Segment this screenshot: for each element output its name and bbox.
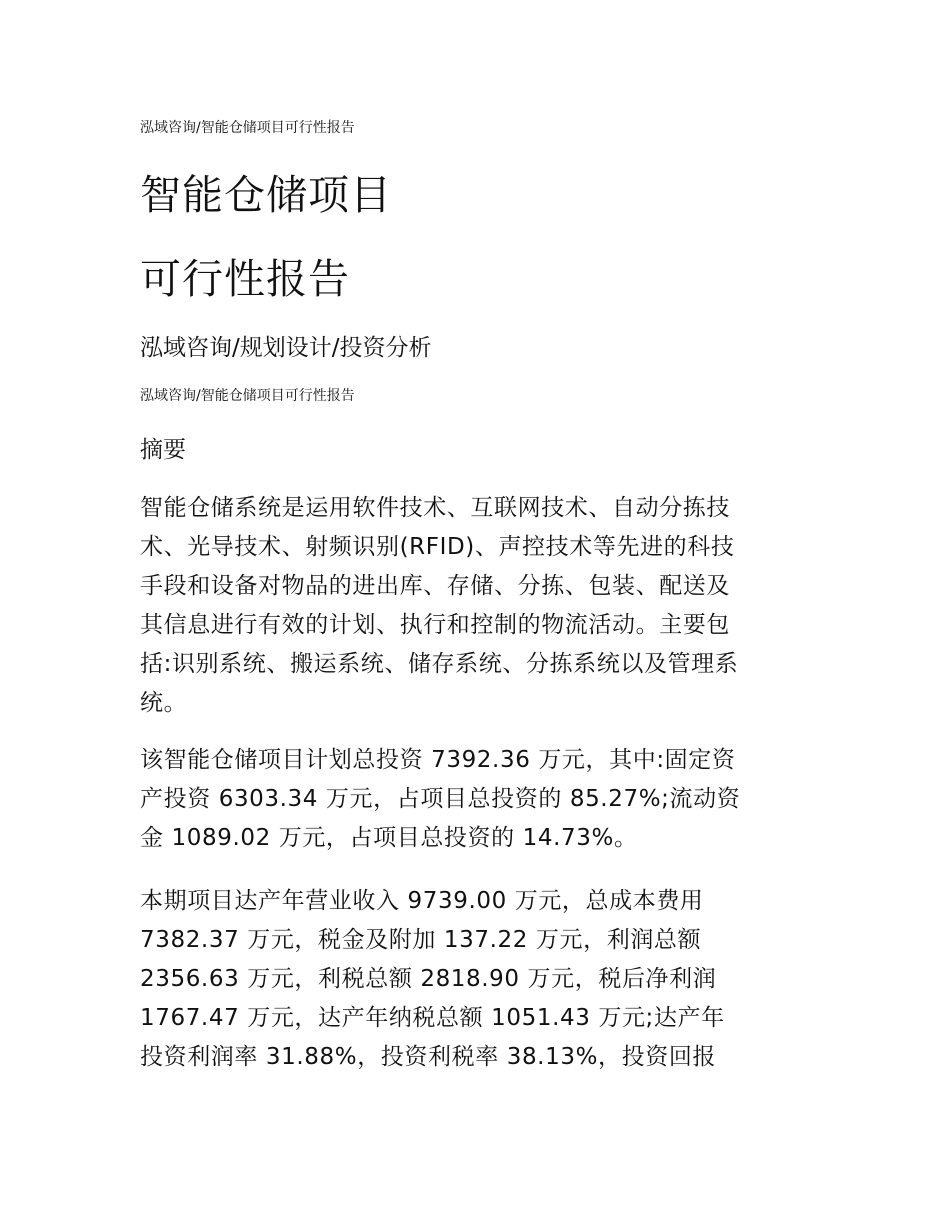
abstract-paragraph-2 [140,741,820,858]
paragraph-line: 2356.63 万元，利税总额 2818.90 万元，税后净利润 [140,966,717,992]
document-title-line-2: 可行性报告 [140,255,350,303]
paragraph-line: 其信息进行有效的计划、执行和控制的物流活动。主要包 [140,612,730,638]
section-header: 泓域咨询/智能仓储项目可行性报告 [140,388,355,404]
paragraph-line: 手段和设备对物品的进出库、存储、分拣、包装、配送及 [140,573,730,599]
paragraph-line: 术、光导技术、射频识别(RFID)、声控技术等先进的科技 [140,534,735,560]
abstract-paragraph-3 [140,882,820,1077]
abstract-paragraph-1 [140,489,820,723]
paragraph-line: 该智能仓储项目计划总投资 7392.36 万元，其中:固定资 [140,747,736,773]
paragraph-line: 统。 [140,690,188,716]
paragraph-line: 投资利润率 31.88%，投资利税率 38.13%，投资回报 [140,1044,717,1070]
document-title-line-1: 智能仓储项目 [140,171,392,219]
paragraph-line: 金 1089.02 万元，占项目总投资的 14.73%。 [140,825,638,851]
paragraph-line: 1767.47 万元，达产年纳税总额 1051.43 万元;达产年 [140,1005,725,1031]
paragraph-line: 产投资 6303.34 万元，占项目总投资的 85.27%;流动资 [140,786,741,812]
paragraph-line: 智能仓储系统是运用软件技术、互联网技术、自动分拣技 [140,495,730,521]
running-header: 泓域咨询/智能仓储项目可行性报告 [140,120,355,136]
paragraph-line: 本期项目达产年营业收入 9739.00 万元，总成本费用 [140,888,704,914]
paragraph-line: 括:识别系统、搬运系统、储存系统、分拣系统以及管理系 [140,651,739,677]
paragraph-line: 7382.37 万元，税金及附加 137.22 万元，利润总额 [140,927,702,953]
abstract-heading: 摘要 [140,437,186,463]
document-subtitle: 泓域咨询/规划设计/投资分析 [140,335,432,361]
